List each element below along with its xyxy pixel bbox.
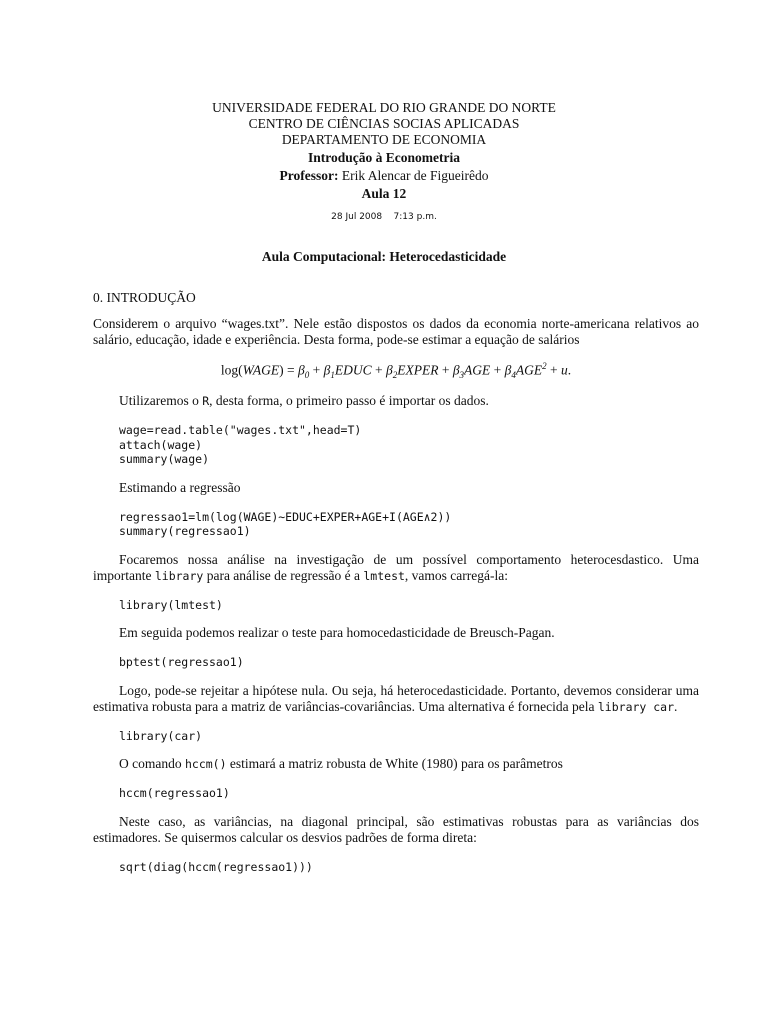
course-name: Introdução à Econometria — [308, 150, 460, 165]
code-block-sqrt: sqrt(diag(hccm(regressao1))) — [119, 859, 313, 874]
professor-line — [0, 168, 768, 184]
inline-code-library: library — [154, 568, 204, 583]
section-introduction — [93, 290, 699, 874]
inline-code-lmtest: lmtest — [363, 568, 405, 583]
date-line — [0, 212, 768, 222]
code-block-import — [93, 423, 699, 467]
professor-name: Erik Alencar de Figueirêdo — [341, 168, 489, 183]
paragraph-4: Focaremos nossa análise na investigação de um possível comportamento heterocesdastico. Uma importante library para análise de regressão é a lmtest, vamos carregá-la: — [93, 551, 699, 583]
code-line: attach(wage) — [119, 437, 203, 452]
document-title: Aula Computacional: Heterocedasticidade — [261, 249, 507, 264]
section-heading: 0. INTRODUÇÃO — [93, 290, 196, 305]
lesson-number: Aula 12 — [361, 186, 407, 201]
code-line: summary(wage) — [119, 452, 210, 467]
center-name: CENTRO DE CIÊNCIAS SOCIAS APLICADAS — [248, 116, 520, 131]
date: 28 Jul 2008 — [331, 212, 383, 222]
inline-code-hccm: hccm() — [184, 757, 227, 772]
code-block-hccm: hccm(regressao1) — [119, 786, 230, 801]
paragraph-8: Neste caso, as variâncias, na diagonal principal, são estimativas robustas para as variâncias dos estimadores. Se quisermos calcular os desvios padrões de forma direta: — [93, 813, 699, 845]
paragraph-2: Utilizaremos o R, desta forma, o primeiro passo é importar os dados. — [119, 393, 489, 409]
document-header — [0, 100, 768, 222]
inline-code-R: R — [202, 394, 210, 409]
wage-equation: log(WAGE) = $\beta_0$ + $\beta_1EDUC$ + $\beta_2EXPER + \beta_3AGE + \beta_4AGE^2 + u$. — [220, 361, 572, 381]
university-name: UNIVERSIDADE FEDERAL DO RIO GRANDE DO NORTE — [212, 100, 556, 115]
code-line: summary(regressao1) — [119, 524, 251, 539]
code-block-regression — [93, 510, 699, 539]
department-name: DEPARTAMENTO DE ECONOMIA — [281, 132, 487, 147]
code-line: regressao1=lm(log(WAGE)∼EDUC+EXPER+AGE+I(AGE∧2)) — [119, 509, 452, 524]
paragraph-3: Estimando a regressão — [119, 479, 241, 495]
code-block-car: library(car) — [119, 728, 203, 743]
paragraph-6: Logo, pode-se rejeitar a hipótese nula. Ou seja, há heterocedasticidade. Portanto, devemos considerar uma estimativa robusta para a matriz de variâncias-covariâncias. Uma alternativa é fornecida pela library car. — [93, 682, 699, 714]
paragraph-1: Considerem o arquivo “wages.txt”. Nele estão dispostos os dados da economia norte-americana relativos ao salário, educação, idade e experiência. Desta forma, pode-se estimar a equação de salários — [93, 316, 699, 347]
code-block-bptest: bptest(regressao1) — [119, 655, 244, 670]
code-line: wage=read.table("wages.txt",head=T) — [119, 423, 362, 438]
professor-label: Professor: — [279, 168, 339, 183]
inline-code-library-car: library car — [597, 699, 675, 714]
code-block-lmtest: library(lmtest) — [119, 597, 223, 612]
time: 7:13 p.m. — [393, 212, 437, 222]
paragraph-7: O comando hccm() estimará a matriz robusta de White (1980) para os parâmetros — [119, 756, 563, 772]
paragraph-5: Em seguida podemos realizar o teste para homocedasticidade de Breusch-Pagan. — [119, 625, 555, 641]
